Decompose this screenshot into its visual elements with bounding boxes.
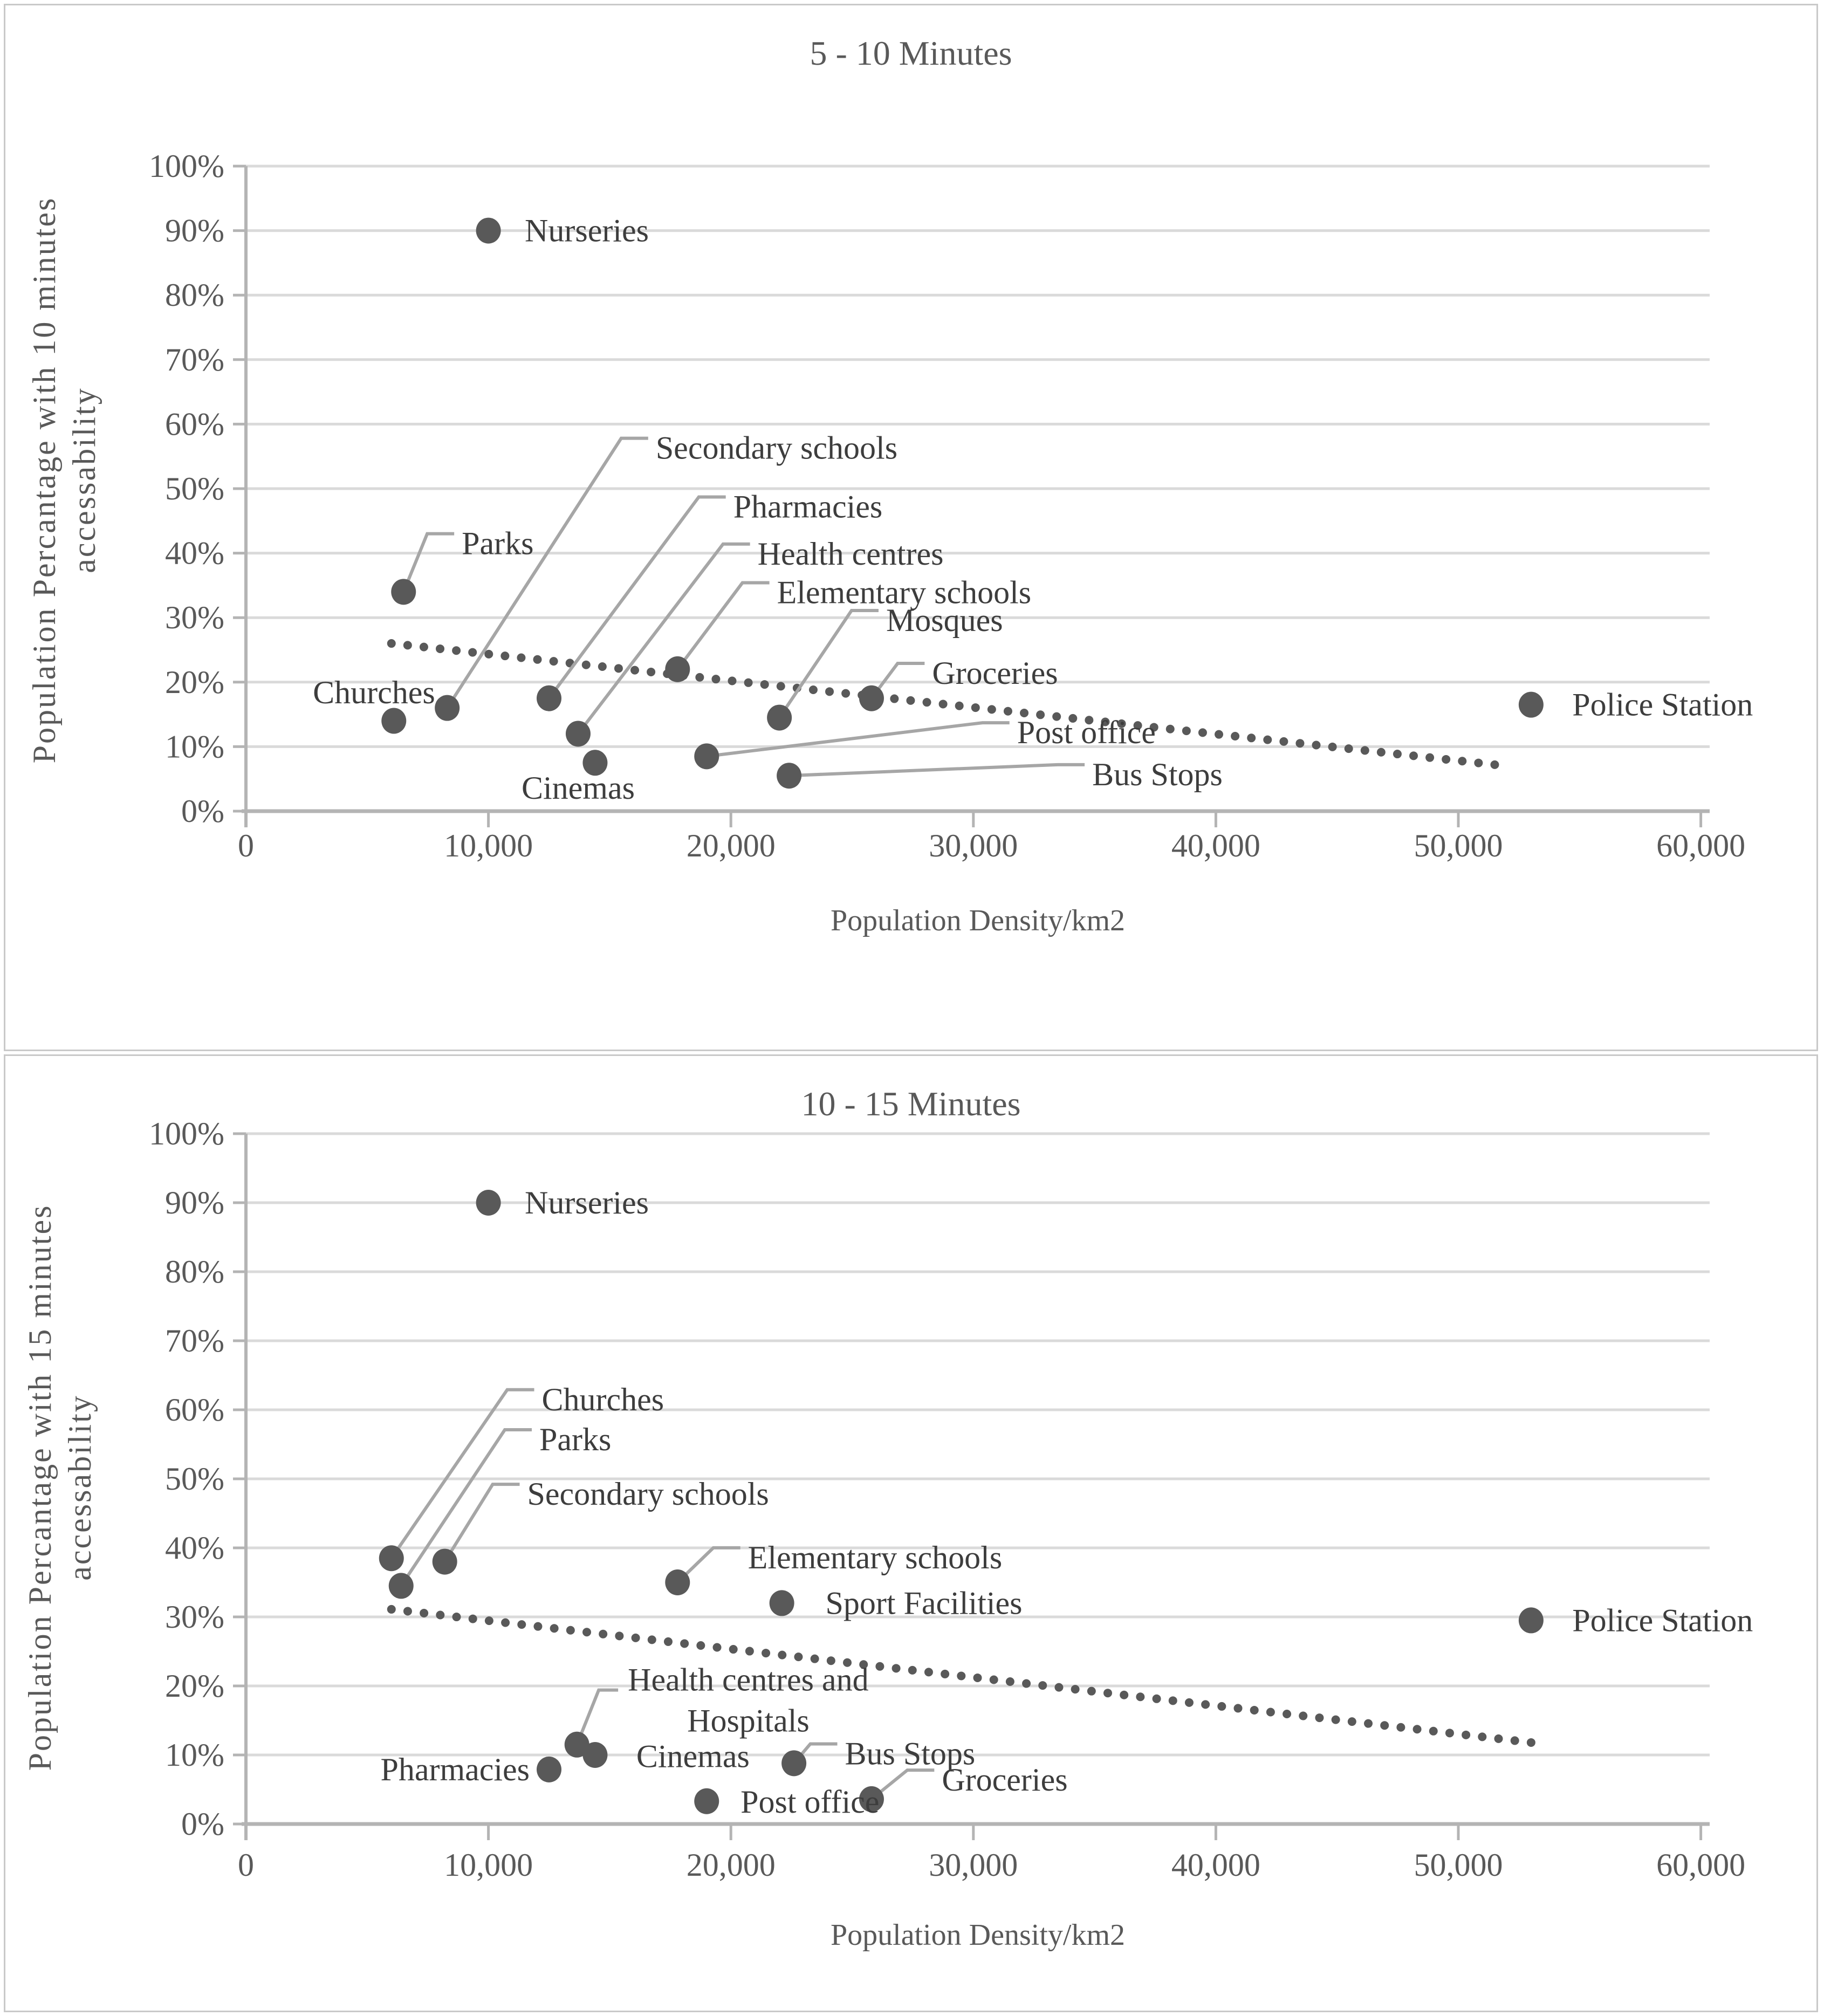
x-axis-tick-label: 60,000 [1656,1847,1746,1883]
trendline-dot [1022,1679,1031,1688]
x-axis-tick-label: 0 [238,828,254,863]
trendline-dot [1054,1683,1063,1692]
data-point [694,1788,719,1814]
point-label: Post office [740,1784,880,1820]
trendline-dot [990,1675,998,1684]
trendline-dot [1234,1704,1243,1712]
trendline-dot [923,698,931,707]
y-axis-tick-label: 90% [165,1185,224,1220]
data-point [582,1742,607,1768]
data-point [566,721,591,746]
y-axis-tick-label: 10% [165,1737,224,1773]
data-point [1519,692,1544,718]
trendline-dot [403,641,412,649]
data-point [694,743,719,769]
trendline-dot [1006,1677,1014,1686]
data-point [537,1757,561,1782]
trendline-dot [387,1605,396,1614]
trendline-dot [1396,1723,1405,1732]
trendline-dot [1120,1691,1128,1699]
scatter-chart-10-15-minutes [5,1056,1816,2011]
trendline-dot [1215,730,1223,739]
data-point [537,685,561,711]
y-axis-tick-label: 50% [165,1461,224,1497]
trendline-dot [892,1664,901,1672]
trendline-dot [1299,1712,1307,1720]
data-point [476,218,501,244]
chart-panel-5-10-minutes [4,4,1818,1051]
y-axis-tick-label: 80% [165,277,224,313]
trendline-dot [501,1619,510,1627]
trendline-dot [1263,736,1272,744]
data-point [381,708,406,734]
trendline-dot [729,1645,738,1654]
y-axis-tick-label: 80% [165,1254,224,1290]
trendline-dot [1345,744,1353,753]
trendline-dot [744,678,753,687]
trendline-dot [1169,1696,1177,1705]
data-point [767,705,792,731]
point-label: Churches [541,1381,664,1417]
trendline-dot [1527,1738,1535,1747]
trendline-dot [711,675,720,683]
trendline-dot [1458,757,1466,765]
point-label: Groceries [942,1762,1068,1798]
point-label: Pharmacies [380,1751,530,1787]
leader-line [707,723,1009,756]
x-axis-tick-label: 40,000 [1171,1847,1260,1883]
point-label: Bus Stops [1092,756,1223,792]
data-point [389,1573,414,1599]
trendline-dot [1087,1687,1096,1696]
trendline-dot [1364,1719,1373,1728]
trendline-dot [1182,726,1191,735]
trendline-dot [1377,748,1386,757]
leader-line [578,544,750,734]
trendline-dot [890,695,899,703]
y-axis-tick-label: 60% [165,406,224,442]
trendline-dot [1185,1698,1194,1707]
trendline-dot [485,1616,493,1625]
trendline-dot [403,1607,412,1615]
trendline-dot [1247,733,1256,742]
point-label: Parks [462,525,534,561]
trendline-dot [1380,1721,1389,1730]
data-point [435,695,460,721]
trendline-dot [582,661,591,669]
trendline-dot [1474,759,1483,767]
trendline-dot [1201,1700,1210,1709]
data-point [770,1590,794,1616]
trendline-dot [908,1666,917,1675]
y-axis-tick-label: 70% [165,341,224,378]
trendline-dot [680,1639,689,1648]
trendline-dot [957,1671,965,1680]
trendline-dot [664,1637,673,1646]
trendline-dot [452,646,461,655]
trendline-dot [809,685,818,694]
data-point [781,1750,806,1776]
point-label: Health centres and [628,1662,869,1698]
trendline-dot [1198,728,1207,737]
point-label: Elementary schools [748,1539,1003,1575]
trendline-dot [1217,1702,1226,1711]
trendline-dot [955,702,964,710]
trendline-dot [550,1624,559,1633]
trendline-dot [436,644,444,653]
trendline-dot [1332,1716,1340,1724]
data-point [433,1549,457,1575]
y-axis-title: accessability [62,1394,98,1581]
trendline-dot [760,680,769,689]
trendline-dot [647,668,655,676]
trendline-dot [841,689,850,698]
point-label: Pharmacies [733,489,883,525]
trendline-dot [517,1620,526,1629]
point-label: Bus Stops [845,1736,976,1772]
trendline-dot [1393,750,1402,758]
trendline-dot [1409,751,1418,760]
point-label: Groceries [932,655,1058,691]
trendline-dot [1445,1729,1454,1737]
trendline-dot [1266,1708,1275,1716]
leader-line [677,583,769,669]
trendline-dot [924,1668,933,1676]
trendline-dot [648,1635,656,1644]
trendline-dot [794,1652,803,1661]
point-label: Nurseries [525,212,649,249]
trendline-dot [566,1626,575,1635]
trendline-dot [469,1615,477,1623]
y-axis-tick-label: 100% [149,148,224,184]
x-axis-tick-label: 50,000 [1414,828,1503,863]
y-axis-tick-label: 40% [165,1530,224,1566]
trendline-dot [533,655,542,664]
point-label: Nurseries [525,1185,649,1220]
data-point [379,1545,404,1571]
y-axis-title: Population Percantage with 15 minutes [22,1204,58,1771]
y-axis-tick-label: 100% [149,1116,224,1151]
trendline-dot [1103,1689,1112,1697]
chart-panel-10-15-minutes [4,1054,1818,2012]
trendline-dot [1442,755,1450,764]
x-axis-tick-label: 40,000 [1171,828,1260,863]
point-label: Elementary schools [777,574,1032,611]
point-label: Parks [539,1422,612,1458]
point-label: Secondary schools [527,1476,769,1512]
point-label: Police Station [1572,1602,1753,1638]
x-axis-tick-label: 20,000 [686,828,776,863]
trendline-dot [1295,739,1304,748]
data-point [391,579,416,605]
data-point [476,1190,501,1216]
trendline-dot [630,666,639,675]
trendline-dot [973,1674,982,1682]
trendline-dot [1462,1731,1470,1739]
x-axis-tick-label: 30,000 [929,1847,1018,1883]
x-axis-title: Population Density/km2 [831,1918,1125,1952]
trendline-dot [452,1613,461,1621]
chart-title: 10 - 15 Minutes [801,1085,1021,1123]
point-label: Police Station [1572,687,1753,723]
y-axis-tick-label: 30% [165,1599,224,1635]
point-label: Health centres [757,536,944,572]
trendline-dot [875,1662,884,1671]
trendline-dot [1425,753,1434,762]
trendline-dot [1231,732,1239,740]
x-axis-tick-label: 10,000 [444,1847,533,1883]
trendline-dot [825,687,834,696]
trendline-dot [777,682,785,690]
trendline-dot [598,662,607,671]
y-axis-tick-label: 20% [165,664,224,700]
y-axis-tick-label: 0% [181,793,224,829]
trendline-dot [599,1630,607,1638]
point-label: Churches [313,674,435,710]
trendline-dot [387,639,396,648]
trendline-dot [632,1634,640,1642]
trendline-dot [500,652,509,660]
trendline-dot [1279,737,1288,746]
x-axis-tick-label: 60,000 [1656,828,1746,863]
trendline-dot [941,1670,949,1678]
y-axis-tick-label: 60% [165,1392,224,1428]
trendline-dot [939,700,948,708]
trendline-dot [1429,1727,1438,1736]
y-axis-tick-label: 10% [165,729,224,765]
trendline-dot [1283,1710,1291,1718]
chart-title: 5 - 10 Minutes [810,34,1012,72]
trendline-dot [614,664,623,673]
scatter-chart-5-10-minutes [5,5,1816,1050]
trendline-dot [1038,1681,1047,1690]
data-point [665,656,690,682]
trendline-dot [1153,1695,1161,1703]
point-label: Cinemas [521,770,635,806]
trendline-dot [762,1649,770,1657]
trendline-dot [420,1609,428,1617]
trendline-dot [1071,1685,1080,1693]
trendline-dot [550,657,558,666]
x-axis-tick-label: 10,000 [444,828,533,863]
x-axis-tick-label: 0 [238,1847,254,1883]
leader-line [401,1430,532,1586]
trendline-dot [695,673,704,682]
trendline-dot [906,696,915,705]
trendline-dot [1312,741,1321,750]
y-axis-tick-label: 40% [165,535,224,571]
trendline-dot [1328,743,1337,751]
trendline-dot [436,1611,444,1620]
trendline-dot [728,676,737,685]
y-axis-tick-label: 0% [181,1806,224,1842]
trendline-dot [1166,725,1175,733]
trendline-dot [1250,1706,1259,1715]
trendline-dot [420,643,428,652]
trendline-dot [745,1647,754,1656]
y-axis-tick-label: 90% [165,212,224,249]
leader-line [445,1484,520,1561]
point-label: Hospitals [687,1703,810,1739]
y-axis-tick-label: 50% [165,471,224,506]
point-label: Cinemas [636,1738,750,1774]
trendline-dot [1361,746,1369,755]
trendline-dot [696,1641,705,1650]
trendline-dot [582,1628,591,1636]
point-label: Secondary schools [655,430,898,466]
trendline-dot [778,1651,786,1660]
point-label: Sport Facilities [825,1585,1023,1621]
trendline-dot [615,1631,623,1640]
trendline-dot [468,648,477,657]
y-axis-tick-label: 70% [165,1323,224,1359]
trendline-dot [1004,707,1012,716]
data-point [665,1569,690,1595]
x-axis-tick-label: 30,000 [929,828,1018,863]
trendline-dot [971,703,980,712]
point-label: Mosques [886,602,1003,638]
x-axis-tick-label: 20,000 [686,1847,776,1883]
trendline-dot [1136,1692,1144,1701]
data-point [777,763,801,788]
trendline-dot [1511,1736,1519,1745]
x-axis-tick-label: 50,000 [1414,1847,1503,1883]
y-axis-title: Population Percantage with 10 minutes [26,196,62,764]
y-axis-tick-label: 30% [165,600,224,636]
trendline-dot [1478,1732,1486,1741]
y-axis-tick-label: 20% [165,1668,224,1704]
trendline-dot [1494,1734,1503,1743]
data-point [859,685,884,711]
trendline-dot [1348,1717,1356,1726]
trendline-dot [517,653,525,662]
trendline-dot [1315,1713,1324,1722]
point-label: Post office [1017,715,1156,751]
x-axis-title: Population Density/km2 [831,904,1125,937]
data-point [1519,1607,1544,1633]
leader-line [789,765,1085,776]
trendline-dot [1490,760,1499,769]
trendline-dot [533,1622,542,1631]
trendline-dot [988,705,996,714]
y-axis-title: accessability [66,387,102,573]
trendline-dot [1413,1725,1422,1733]
trendline-dot [713,1643,722,1652]
